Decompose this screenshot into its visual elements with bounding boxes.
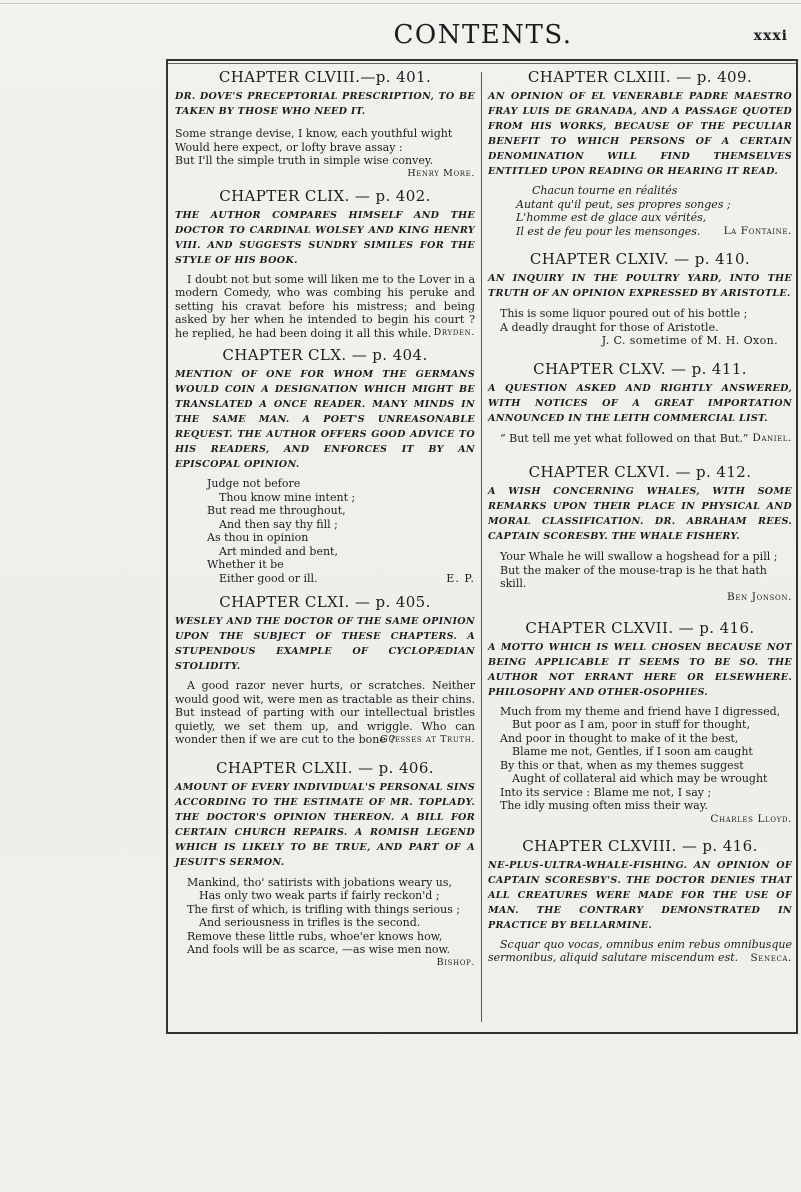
epigraph-line: Into its service : Blame me not, I say ;: [500, 785, 712, 799]
chapter-entry: [488, 463, 792, 603]
epigraph-line: But read me throughout,: [207, 504, 346, 517]
epigraph-attribution: Charles Lloyd.: [710, 812, 792, 825]
chapter-heading: THE AUTHOR COMPARES HIMSELF AND THE DOCTOR TO CARDINAL WOLSEY AND KING HENRY VIII. AND SUGGESTS SUNDRY SIMILES FOR THE STYLE OF HIS BOOK.: [175, 209, 475, 266]
epigraph-attribution: Daniel.: [752, 431, 792, 444]
page-title: CONTENTS.: [393, 20, 573, 50]
epigraph-line: Il est de feu pour les mensonges.: [516, 224, 701, 238]
chapter-title: CHAPTER CLXIV. — p. 410.: [529, 250, 751, 268]
epigraph-line: And then say thy fill ;: [219, 517, 338, 531]
epigraph-attribution: Bishop.: [436, 956, 475, 968]
right-column: [488, 66, 792, 972]
chapter-entry: [175, 593, 475, 745]
epigraph-line: And poor in thought to make of it the best,: [500, 731, 739, 745]
header-rule-thin: [166, 63, 798, 64]
left-column: [175, 66, 475, 976]
frame-bottom-border: [166, 1032, 798, 1034]
epigraph-final-line: [488, 225, 792, 239]
epigraph-attribution: Henry More.: [407, 167, 475, 179]
chapter-heading: WESLEY AND THE DOCTOR OF THE SAME OPINION UPON THE SUBJECT OF THESE CHAPTERS. A STUPENDOUS EXAMPLE OF CYCLOPÆDIAN STOLIDITY.: [175, 616, 475, 672]
epigraph-line: Aught of collateral aid which may be wrought: [512, 772, 768, 785]
epigraph-line: But I'll the simple truth in simple wise convey.: [175, 154, 434, 167]
chapter-title: CHAPTER CLVIII.—p. 401.: [218, 68, 432, 86]
epigraph-line: Blame me not, Gentles, if I soon am caught: [512, 745, 753, 758]
header-rule: [166, 59, 798, 61]
chapter-title: CHAPTER CLXVIII. — p. 416.: [522, 836, 758, 855]
epigraph-line: The idly musing often miss their way.: [500, 799, 708, 812]
chapter-title: CHAPTER CLIX. — p. 402.: [219, 186, 431, 205]
epigraph-line: And seriousness in trifles is the second.: [199, 916, 421, 929]
epigraph-line: Thou know mine intent ;: [219, 490, 356, 504]
chapter-title: CHAPTER CLXI. — p. 405.: [219, 593, 431, 611]
epigraph-line: Some strange devise, I know, each youthful wight: [175, 127, 453, 140]
epigraph-line: The first of which, is trifling with things serious ;: [187, 902, 461, 916]
chapter-heading: AN INQUIRY IN THE POULTRY YARD, INTO THE TRUTH OF AN OPINION EXPRESSED BY ARISTOTLE.: [488, 273, 792, 299]
chapter-entry: [488, 250, 792, 348]
epigraph-attribution: Guesses at Truth.: [380, 733, 475, 745]
epigraph-prose: A good razor never hurts, or scratches. Neither would good wit, were men as tractable as their chins. But instead of parting with our intellectual bristles quietly, we set them up, and wriggle. Who can wonder then if we are cut to the bone ?: [175, 679, 475, 746]
epigraph-line: Would here expect, or lofty brave assay :: [175, 140, 403, 154]
epigraph-final-line: [175, 572, 475, 586]
epigraph-line: A deadly draught for those of Aristotle.: [500, 320, 719, 334]
column-separator: [481, 72, 482, 1022]
chapter-entry: [175, 187, 475, 339]
epigraph-line: By this or that, when as my themes suggest: [500, 758, 744, 772]
chapter-heading: A WISH CONCERNING WHALES, WITH SOME REMARKS UPON THEIR PLACE IN PHYSICAL AND MORAL CLASSIFICATION. DR. ABRAHAM REES. CAPTAIN SCORESBY. THE WHALE FISHERY.: [488, 486, 792, 542]
chapter-entry: [488, 360, 792, 446]
epigraph-attribution: La Fontaine.: [723, 224, 792, 237]
chapter-entry: [175, 68, 475, 179]
epigraph-line: Remove these little rubs, whoe'er knows how,: [187, 929, 443, 943]
chapter-heading: AN OPINION OF EL VENERABLE PADRE MAESTRO FRAY LUIS DE GRANADA, AND A PASSAGE QUOTED FROM HIS WORKS, BECAUSE OF THE PECULIAR BENEFIT TO WHICH PERSONS OF A CERTAIN DENOMINATION WILL FIND THEMSELVES ENTITLED UPON READING OR HEARING IT READ.: [488, 91, 792, 177]
epigraph-attribution: Ben Jonson.: [727, 590, 792, 603]
epigraph-attribution: E. P.: [446, 571, 475, 585]
epigraph-line: But poor as I am, poor in stuff for thought,: [512, 718, 750, 731]
chapter-title: CHAPTER CLXVI. — p. 412.: [528, 463, 752, 481]
chapter-heading: NE-PLUS-ULTRA-WHALE-FISHING. AN OPINION OF CAPTAIN SCORESBY'S. THE DOCTOR DENIES THAT ALL CREATURES WERE MADE FOR THE USE OF MAN. THE CONTRARY DEMONSTRATED IN PRACTICE BY BELLARMINE.: [488, 859, 792, 931]
running-header: [168, 10, 798, 60]
epigraph-prose: “ But tell me yet what followed on that But.”: [500, 431, 749, 445]
chapter-heading: DR. DOVE'S PRECEPTORIAL PRESCRIPTION, TO BE TAKEN BY THOSE WHO NEED IT.: [175, 91, 475, 117]
epigraph-line: Autant qu'il peut, ses propres songes ;: [516, 197, 731, 211]
epigraph-prose: I doubt not but some will liken me to the Lover in a modern Comedy, who was combing his peruke and setting his cravat before his mistress; and being asked by her when he intended to begin his court ? he replied, he had been doing it all this while.: [175, 272, 475, 340]
chapter-heading: AMOUNT OF EVERY INDIVIDUAL'S PERSONAL SINS ACCORDING TO THE ESTIMATE OF MR. TOPLADY. THE DOCTOR'S OPINION THEREON. A BILL FOR CERTAIN CHURCH REPAIRS. A ROMISH LEGEND WHICH IS LIKELY TO BE TRUE, AND PART OF A JESUIT'S SERMON.: [175, 781, 475, 868]
epigraph-line: But the maker of the mouse-trap is he that hath skill.: [500, 563, 767, 590]
chapter-title: CHAPTER CLXV. — p. 411.: [533, 359, 747, 378]
epigraph-line: Mankind, tho' satirists with jobations weary us,: [187, 875, 453, 889]
chapter-entry: [488, 619, 792, 825]
epigraph-line: Has only two weak parts if fairly reckon'd ;: [199, 889, 440, 902]
epigraph-line: Chacun tourne en réalités: [532, 184, 678, 197]
chapter-title: CHAPTER CLXIII. — p. 409.: [527, 68, 753, 86]
epigraph-line: As thou in opinion: [207, 531, 309, 544]
frame-right-border: [796, 59, 798, 1034]
chapter-heading: A MOTTO WHICH IS WELL CHOSEN BECAUSE NOT BEING APPLICABLE IT SEEMS TO BE SO. THE AUTHOR NOT ERRANT HERE OR ELSEWHERE. PHILOSOPHY AND OTHER-OSOPHIES.: [488, 641, 792, 698]
epigraph-line: Judge not before: [207, 477, 301, 490]
epigraph-line: Much from my theme and friend have I digressed,: [500, 704, 781, 718]
epigraph-line: L'homme est de glace aux vérités,: [516, 211, 707, 224]
chapter-entry: [175, 346, 475, 585]
epigraph-line: This is some liquor poured out of his bottle ;: [500, 307, 748, 320]
chapter-title: CHAPTER CLXVII. — p. 416.: [525, 618, 755, 637]
page-number: xxxi: [753, 28, 788, 44]
epigraph-attribution: Seneca.: [750, 951, 792, 964]
chapter-heading: A QUESTION ASKED AND RIGHTLY ANSWERED, WITH NOTICES OF A GREAT IMPORTATION ANNOUNCED IN THE LEITH COMMERCIAL LIST.: [488, 382, 792, 424]
epigraph-line: Whether it be: [207, 558, 284, 571]
chapter-entry: [488, 837, 792, 964]
epigraph-prose: Scquar quo vocas, omnibus enim rebus omnibusque sermonibus, aliquid salutare miscendum est.: [488, 937, 792, 964]
epigraph-attribution: J. C. sometime of M. H. Oxon.: [601, 334, 778, 347]
chapter-heading: MENTION OF ONE FOR WHOM THE GERMANS WOULD COIN A DESIGNATION WHICH MIGHT BE TRANSLATED A ONCE READER. MANY MINDS IN THE SAME MAN. A POET'S UNREASONABLE REQUEST. THE AUTHOR OFFERS GOOD ADVICE TO HIS READERS, AND ENFORCES IT BY AN EPISCOPAL OPINION.: [175, 369, 475, 470]
top-edge-line: [0, 3, 801, 4]
frame-left-border: [166, 59, 168, 1034]
epigraph-attribution: Dryden.: [433, 327, 475, 338]
epigraph-line: Art minded and bent,: [219, 544, 338, 558]
chapter-entry: [175, 759, 475, 968]
chapter-title: CHAPTER CLXII. — p. 406.: [216, 758, 434, 777]
chapter-entry: [488, 68, 792, 238]
chapter-title: CHAPTER CLX. — p. 404.: [222, 346, 428, 364]
epigraph-line: Either good or ill.: [219, 571, 318, 585]
epigraph-line: Your Whale he will swallow a hogshead for a pill ;: [500, 550, 778, 563]
epigraph-final-line: [488, 432, 792, 446]
epigraph-line: And fools will be as scarce, —as wise men now.: [187, 943, 451, 956]
